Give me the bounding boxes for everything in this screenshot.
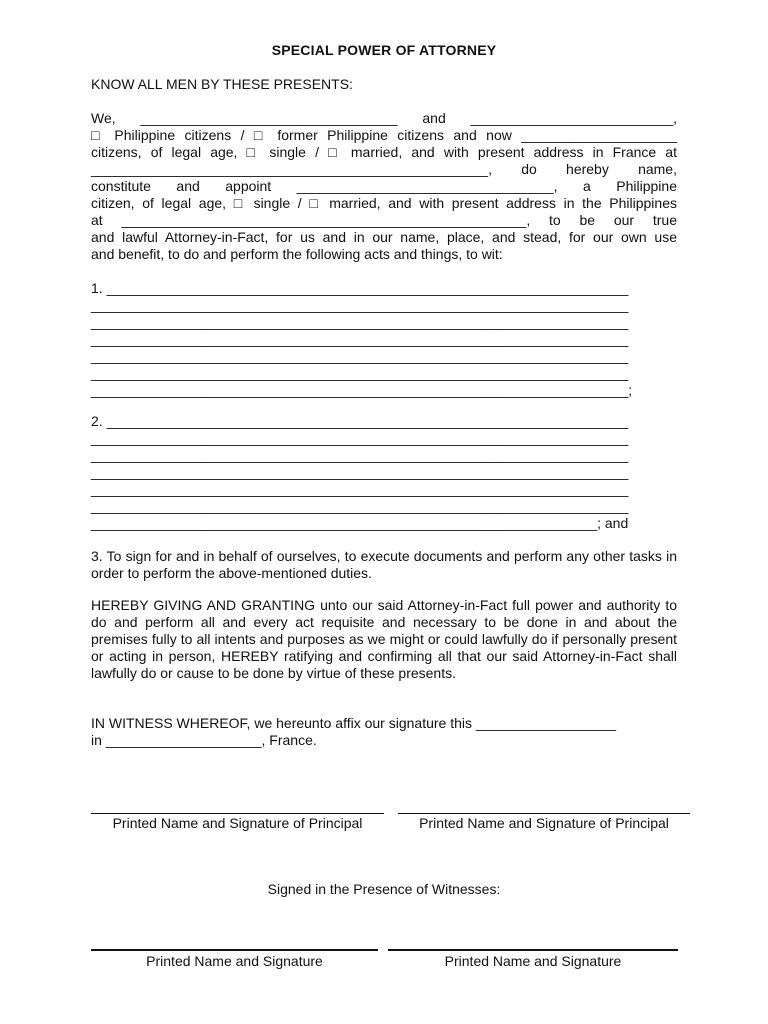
item-line: _____________________________________________________________________ xyxy=(91,498,629,514)
item-line: _____________________________________________________________________ xyxy=(91,481,629,497)
item-3-paragraph: 3. To sign for and in behalf of ourselves, to execute documents and perform any other tasks in order to perform the above-mentioned duties. xyxy=(91,548,677,581)
witnesses-heading: Signed in the Presence of Witnesses: xyxy=(267,881,501,897)
principal-label-2: Printed Name and Signature of Principal xyxy=(419,815,669,831)
item-line: _____________________________________________________________________ xyxy=(91,365,629,381)
principal-signature-line-1 xyxy=(91,813,384,814)
body-line: at ____________________________________________________, to be our true xyxy=(91,212,677,228)
witness-label-2: Printed Name and Signature xyxy=(444,953,622,969)
item-line: _________________________________________________________________; and xyxy=(91,515,629,531)
item-line: _____________________________________________________________________ xyxy=(91,464,629,480)
granting-paragraph: HEREBY GIVING AND GRANTING unto our said Attorney-in-Fact full power and authority to do and perform all and every act requisite and necessary to be done in and about the premises fully to all intents and purposes as we might or could lawfully do if personally present or acting in person, HEREBY ratifying and confirming all that our said Attorney-in-Fact shall lawfully do or cause to be done by virtue of these presents. xyxy=(91,597,677,681)
body-line: citizen, of legal age, □ single / □ married, and with present address in the Philippines xyxy=(91,195,677,211)
principal-label-1: Printed Name and Signature of Principal xyxy=(112,815,363,831)
witness-whereof-line: IN WITNESS WHEREOF, we hereunto affix our signature this __________________ xyxy=(91,715,617,731)
body-line: We, _________________________________ and __________________________, xyxy=(91,110,677,126)
item-line: 1. ___________________________________________________________________ xyxy=(91,280,629,296)
witness-signature-line-2 xyxy=(388,949,678,951)
witness-signature-line-1 xyxy=(91,949,378,951)
witness-label-1: Printed Name and Signature xyxy=(146,953,323,969)
principal-signature-line-2 xyxy=(398,813,690,814)
witness-whereof-place: in ____________________, France. xyxy=(91,732,317,748)
item-line: _____________________________________________________________________ xyxy=(91,447,629,463)
item-line: _____________________________________________________________________ xyxy=(91,348,629,364)
intro-heading: KNOW ALL MEN BY THESE PRESENTS: xyxy=(91,76,353,92)
item-line: _____________________________________________________________________ xyxy=(91,430,629,446)
item-line: _____________________________________________________________________ xyxy=(91,314,629,330)
body-line: and lawful Attorney-in-Fact, for us and in our name, place, and stead, for our own use xyxy=(91,229,677,245)
body-line: □ Philippine citizens / □ former Philippine citizens and now ____________________ xyxy=(91,127,677,143)
item-line: _____________________________________________________________________ xyxy=(91,331,629,347)
document-title: SPECIAL POWER OF ATTORNEY xyxy=(271,42,497,58)
body-line: citizens, of legal age, □ single / □ married, and with present address in France at xyxy=(91,144,677,160)
item-line: _____________________________________________________________________ xyxy=(91,297,629,313)
item-line: 2. ___________________________________________________________________ xyxy=(91,413,629,429)
body-line: and benefit, to do and perform the following acts and things, to wit: xyxy=(91,246,503,262)
body-line: constitute and appoint _________________________________, a Philippine xyxy=(91,178,677,194)
item-line: _____________________________________________________________________; xyxy=(91,382,633,398)
body-line: ___________________________________________________, do hereby name, xyxy=(91,161,677,177)
